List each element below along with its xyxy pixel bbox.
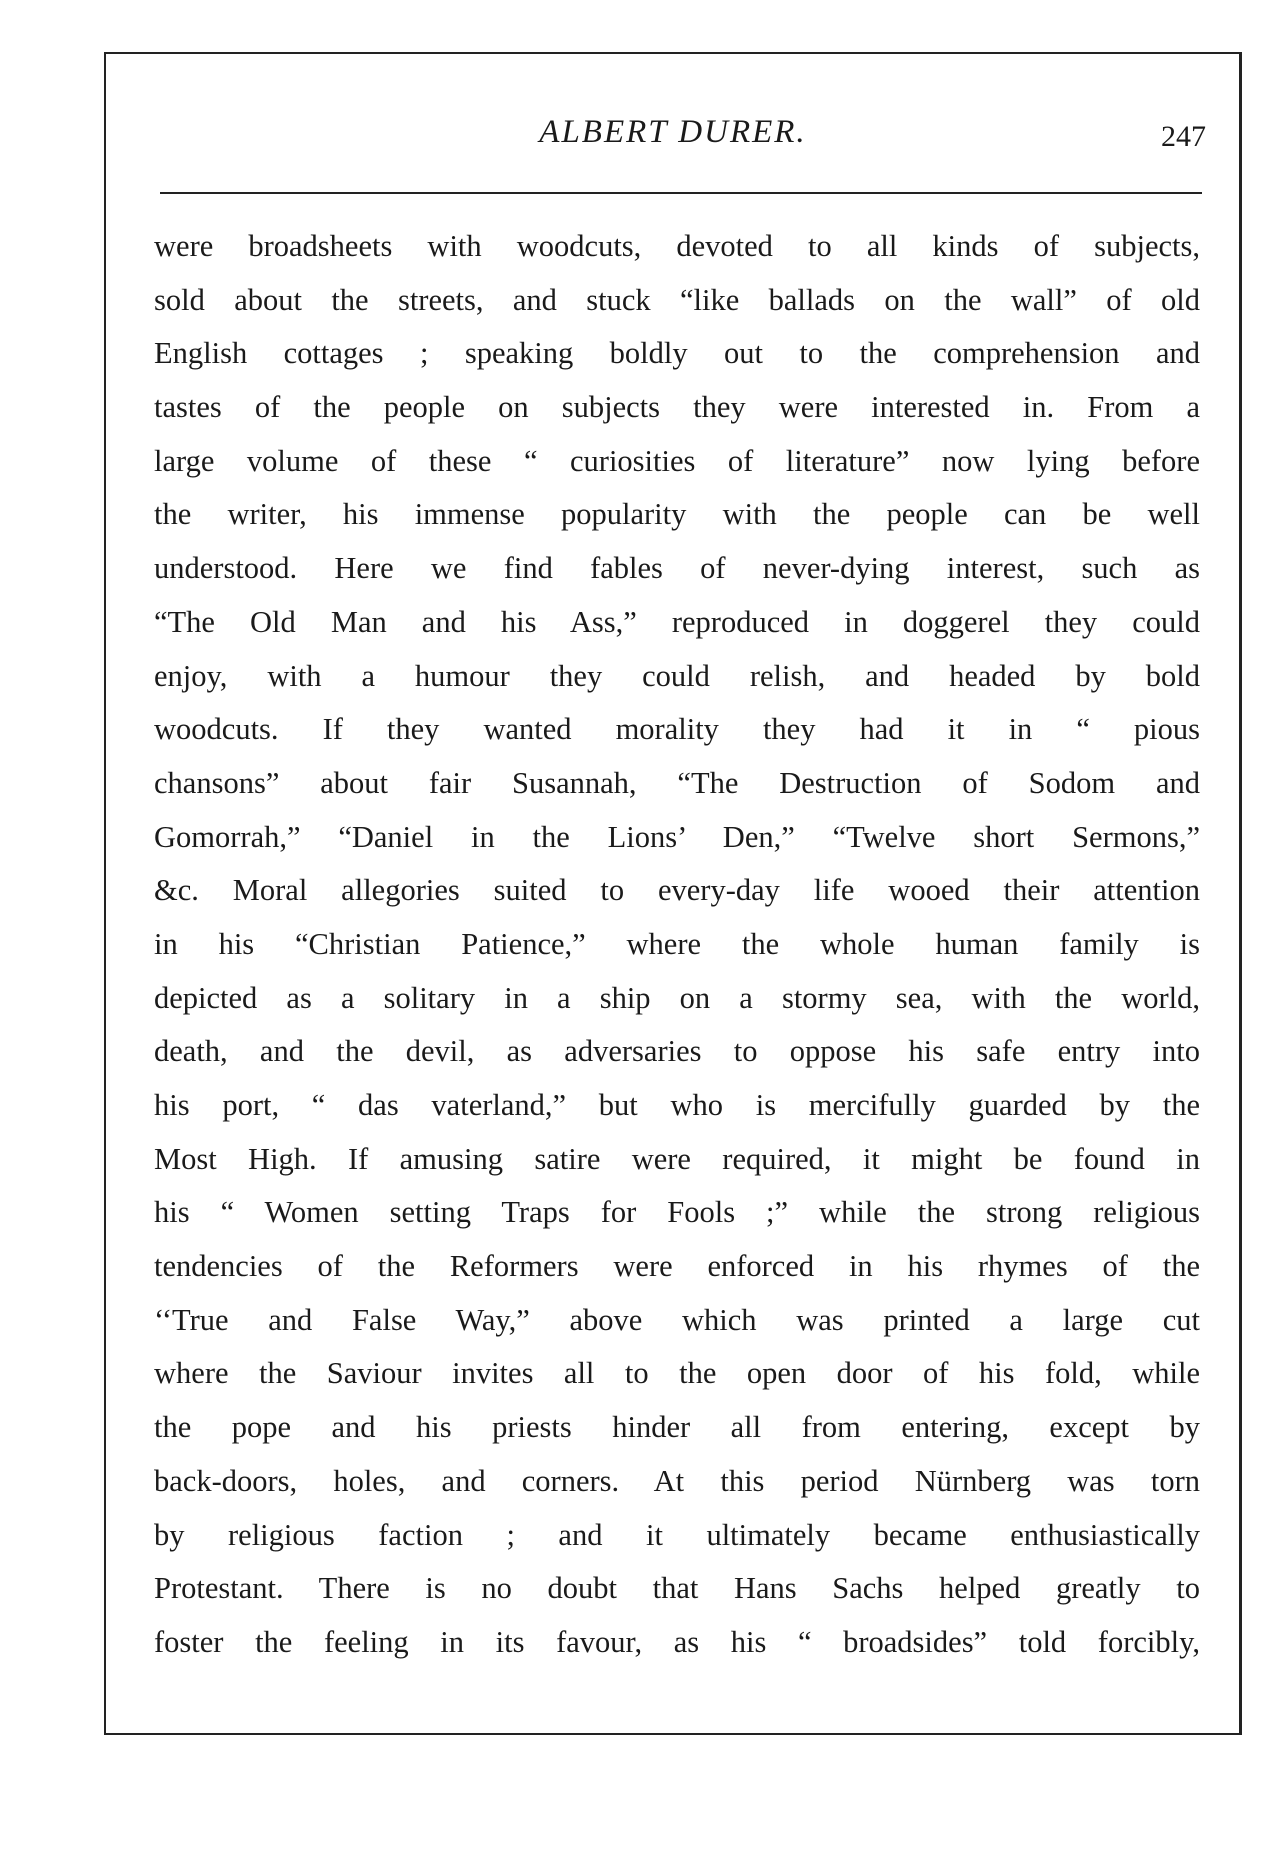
text-line: enjoy, with a humour they could relish, and headed by bold — [154, 658, 1200, 693]
text-line: his port, “ das vaterland,” but who is mercifully guarded by the — [154, 1088, 1200, 1122]
text-line: tendencies of the Reformers were enforced in his rhymes of the — [154, 1249, 1200, 1284]
text-line: tastes of the people on subjects they were interested in. From a — [154, 390, 1200, 425]
page-number: 247 — [1161, 120, 1206, 153]
text-line: in his “Christian Patience,” where the whole human family is — [154, 926, 1200, 961]
header-rule — [160, 192, 1202, 194]
text-line: understood. Here we find fables of never-dying interest, such as — [154, 551, 1200, 586]
text-line: “The Old Man and his Ass,” reproduced in doggerel they could — [154, 604, 1200, 639]
text-line: depicted as a solitary in a ship on a stormy sea, with the world, — [154, 980, 1200, 1015]
text-line: English cottages ; speaking boldly out to the comprehension and — [154, 336, 1200, 371]
text-line: sold about the streets, and stuck “like ballads on the wall” of old — [154, 282, 1200, 317]
text-line: where the Saviour invites all to the open door of his fold, while — [154, 1356, 1200, 1391]
text-line: Most High. If amusing satire were required, it might be found in — [154, 1141, 1200, 1176]
text-line: large volume of these “ curiosities of literature” now lying before — [154, 443, 1200, 478]
text-line: back-doors, holes, and corners. At this period Nürnberg was torn — [154, 1463, 1200, 1498]
text-line: Gomorrah,” “Daniel in the Lions’ Den,” “Twelve short Sermons,” — [154, 819, 1200, 854]
text-line: by religious faction ; and it ultimately became enthusiastically — [154, 1517, 1200, 1552]
running-head — [104, 112, 1242, 162]
running-title: ALBERT DURER. — [539, 114, 807, 150]
text-line: were broadsheets with woodcuts, devoted to all kinds of subjects, — [154, 229, 1200, 263]
text-line: woodcuts. If they wanted morality they had it in “ pious — [154, 712, 1200, 747]
text-line: the pope and his priests hinder all from entering, except by — [154, 1410, 1200, 1445]
text-line: death, and the devil, as adversaries to oppose his safe entry into — [154, 1034, 1200, 1069]
text-line: the writer, his immense popularity with the people can be well — [154, 497, 1200, 532]
text-line: &c. Moral allegories suited to every-day life wooed their attention — [154, 873, 1200, 908]
text-line: ‘‘True and False Way,” above which was printed a large cut — [154, 1302, 1200, 1337]
text-line: chansons” about fair Susannah, “The Destruction of Sodom and — [154, 765, 1200, 800]
text-line: his “ Women setting Traps for Fools ;” while the strong religious — [154, 1195, 1200, 1230]
text-line: foster the feeling in its favour, as his “ broadsides” told forcibly, — [154, 1624, 1200, 1659]
text-line: Protestant. There is no doubt that Hans Sachs helped greatly to — [154, 1571, 1200, 1606]
body-text — [154, 220, 1200, 1670]
